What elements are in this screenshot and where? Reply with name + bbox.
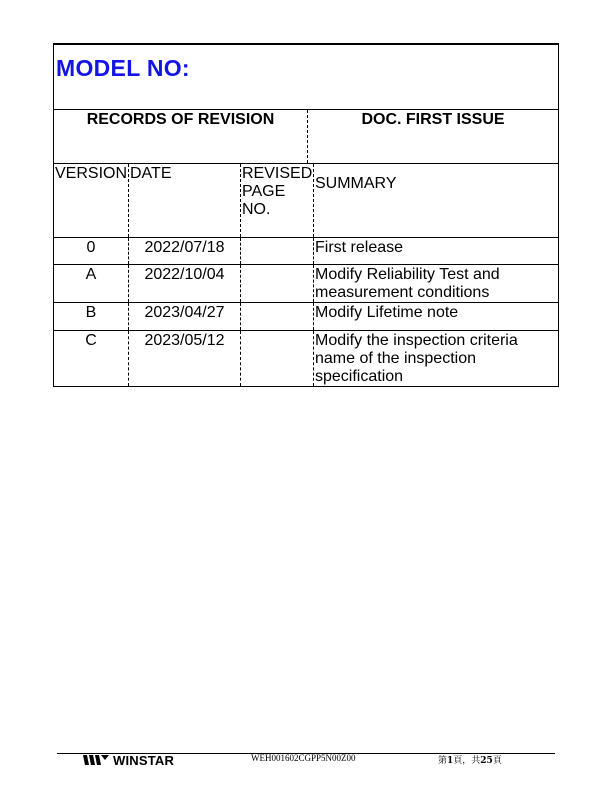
page-current: 1 (447, 756, 454, 766)
logo-text: WINSTAR (113, 752, 175, 768)
version-cell: C (54, 331, 129, 386)
summary-line: Modify the inspection criteria (315, 332, 518, 349)
date-cell: 2022/10/04 (129, 265, 241, 302)
records-of-revision-cell (54, 110, 308, 163)
summary-line: name of the inspection (315, 350, 476, 367)
date-column-header: DATE (129, 164, 241, 237)
summary-cell (314, 265, 558, 302)
revised-page-cell (241, 303, 314, 330)
version-column-header: VERSION (54, 164, 129, 237)
model-number-label: MODEL NO: (56, 55, 190, 81)
revised-page-column-header (241, 164, 314, 237)
doc-first-issue-cell (308, 110, 558, 163)
revised-page-line-2: PAGE (242, 183, 286, 200)
version-cell: B (54, 303, 129, 330)
revised-page-cell (241, 265, 314, 302)
column-header-row (53, 164, 559, 238)
document-number: WEH001602CGPP5N00Z00 (251, 753, 356, 763)
date-cell: 2023/04/27 (129, 303, 241, 330)
winstar-logo (83, 752, 174, 768)
page-total: 25 (480, 756, 493, 766)
table-row (53, 238, 559, 265)
page-suffix: 頁 (492, 756, 502, 766)
revised-page-cell (241, 238, 314, 264)
version-cell: A (54, 265, 129, 302)
summary-cell (314, 238, 558, 264)
page-middle: 頁，共 (453, 756, 481, 766)
revised-page-line-1: REVISED (242, 165, 313, 182)
page-indicator (438, 753, 502, 766)
summary-line: Modify Reliability Test and (315, 266, 500, 283)
summary-column-header: SUMMARY (315, 175, 397, 192)
revised-page-line-3: NO. (242, 201, 271, 218)
table-row (53, 303, 559, 331)
version-cell: 0 (54, 238, 129, 264)
summary-line: specification (315, 368, 404, 385)
page-prefix: 第 (438, 756, 448, 766)
model-row (53, 43, 559, 110)
summary-line: Modify Lifetime note (315, 304, 459, 321)
date-cell: 2023/05/12 (129, 331, 241, 386)
doc-first-issue-label: DOC. FIRST ISSUE (361, 111, 505, 128)
table-row (53, 331, 559, 387)
table-row (53, 265, 559, 303)
summary-line: First release (315, 239, 404, 256)
summary-line: measurement conditions (315, 284, 490, 301)
records-header-row (53, 110, 559, 164)
revised-page-cell (241, 331, 314, 386)
revision-record-sheet (53, 43, 559, 387)
date-cell: 2022/07/18 (129, 238, 241, 264)
summary-cell (314, 331, 558, 386)
summary-cell (314, 303, 558, 330)
winstar-logo-icon (83, 754, 109, 766)
records-of-revision-label: RECORDS OF REVISION (86, 111, 275, 128)
